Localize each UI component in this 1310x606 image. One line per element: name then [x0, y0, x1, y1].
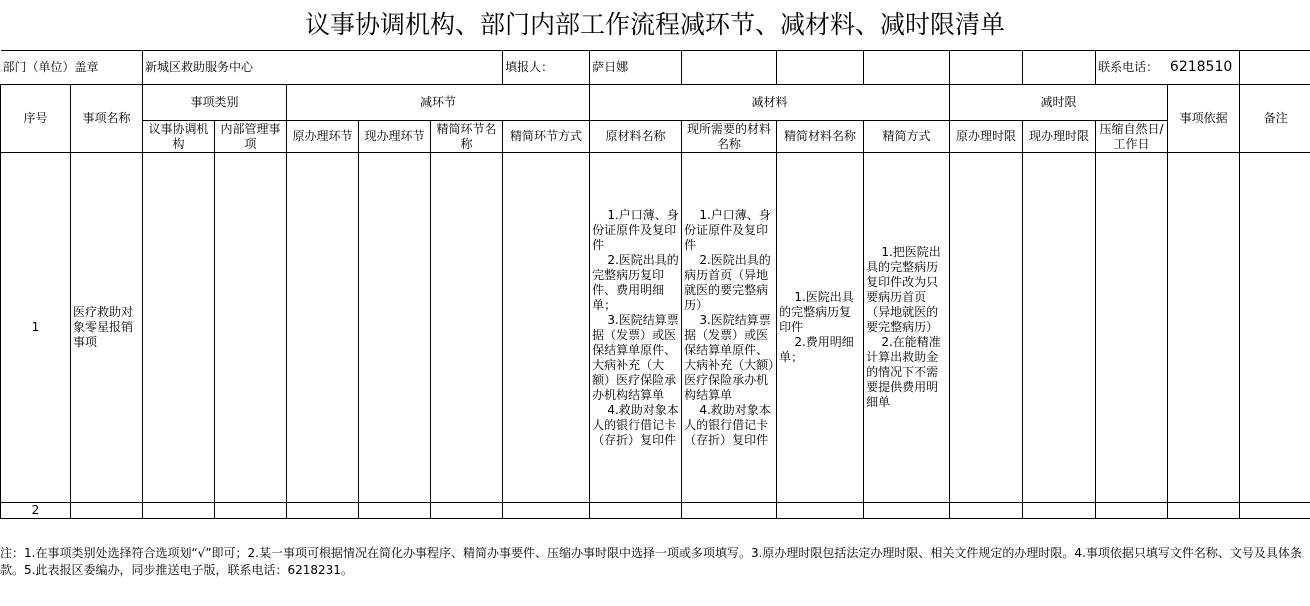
footnote: 注：1.在事项类别处选择符合选项划“√”即可；2.某一事项可根据情况在简化办事程序、精简办事要件、压缩办事时限中选择一项或多项填写。3.原办理时限包括法定办理时限、相关文件规定的办理时限。4.事项依据只填写文件名称、文号及具体条款。5.此表报区委编办，同步推送电子版，联系电话：6218231。 [0, 546, 1302, 577]
cell-remark[interactable] [1240, 503, 1310, 519]
cell-orig-time[interactable] [950, 503, 1023, 519]
info-empty-6 [1240, 51, 1310, 85]
info-row [1, 51, 1310, 85]
cell-remark[interactable] [1240, 153, 1310, 503]
cell-steps-method[interactable] [503, 153, 590, 503]
cell-orig-steps[interactable] [287, 153, 359, 503]
cell-steps-name[interactable] [431, 503, 503, 519]
cell-cat-coord[interactable] [143, 153, 215, 503]
cell-material-method[interactable]: 1.把医院出具的完整病历复印件改为只要病历首页（异地就医的要完整病历） 2.在能精准计算出救助金的情况下不需要提供费用明细单 [864, 153, 950, 503]
cell-orig-materials[interactable]: 1.户口薄、身份证原件及复印件 2.医院出具的完整病历复印件、费用明细单； 3.医院结算票据（发票）或医保结算单原件、大病补充（大额）医疗保险承办机构结算单 4.救助对象本人的银行借记卡（存折）复印件 [590, 153, 682, 503]
row-seq: 2 [1, 503, 71, 519]
header-steps-name: 精简环节名称 [431, 121, 503, 153]
header-row-2 [1, 121, 1310, 153]
info-empty-3 [864, 51, 950, 85]
info-empty-1 [682, 51, 777, 85]
phone-value[interactable]: 6218510 [1169, 59, 1233, 75]
cell-cur-time[interactable] [1023, 153, 1096, 503]
table-row [1, 503, 1310, 519]
row-item-name[interactable] [71, 503, 143, 519]
sheet-title: 议事协调机构、部门内部工作流程减环节、减材料、减时限清单 [304, 10, 1005, 39]
phone-cell [1096, 51, 1240, 85]
cell-steps-method[interactable] [503, 503, 590, 519]
cell-cur-materials[interactable]: 1.户口薄、身份证原件及复印件 2.医院出具的病历首页（异地就医的要完整病历） 3.医院结算票据（发票）或医保结算单原件、大病补充（大额）医疗保险承办机构结算单 4.救助对象本人的银行借记卡（存折）复印件 [682, 153, 777, 503]
header-item-name: 事项名称 [71, 85, 143, 153]
cell-compress[interactable] [1096, 503, 1168, 519]
header-orig-mat: 原材料名称 [590, 121, 682, 153]
cell-orig-time[interactable] [950, 153, 1023, 503]
header-orig-steps: 原办理环节 [287, 121, 359, 153]
header-cur-steps: 现办理环节 [359, 121, 431, 153]
cell-cur-materials[interactable] [682, 503, 777, 519]
header-cat-internal: 内部管理事项 [215, 121, 287, 153]
cell-cat-coord[interactable] [143, 503, 215, 519]
cell-compress[interactable] [1096, 153, 1168, 503]
cell-cur-steps[interactable] [359, 153, 431, 503]
header-category: 事项类别 [143, 85, 287, 121]
cell-orig-materials[interactable] [590, 503, 682, 519]
cell-material-name[interactable] [777, 503, 864, 519]
header-cur-mat: 现所需要的材料名称 [682, 121, 777, 153]
dept-value[interactable]: 新城区救助服务中心 [143, 51, 503, 85]
header-basis: 事项依据 [1168, 85, 1240, 153]
header-remark: 备注 [1240, 85, 1310, 153]
header-reduce-steps: 减环节 [287, 85, 590, 121]
header-reduce-time: 减时限 [950, 85, 1168, 121]
filler-value[interactable]: 萨日娜 [590, 51, 682, 85]
info-empty-5 [1023, 51, 1096, 85]
cell-cat-internal[interactable] [215, 503, 287, 519]
phone-label: 联系电话： [1098, 60, 1159, 74]
header-orig-time: 原办理时限 [950, 121, 1023, 153]
header-mat-method: 精简方式 [864, 121, 950, 153]
cell-basis[interactable] [1168, 503, 1240, 519]
info-empty-2 [777, 51, 864, 85]
header-steps-method: 精简环节方式 [503, 121, 590, 153]
row-item-name[interactable]: 医疗救助对象零星报销事项 [71, 153, 143, 503]
header-cat-coord: 议事协调机构 [143, 121, 215, 153]
table-row [1, 153, 1310, 503]
header-row-1 [1, 85, 1310, 121]
row-seq: 1 [1, 153, 71, 503]
cell-orig-steps[interactable] [287, 503, 359, 519]
cell-basis[interactable] [1168, 153, 1240, 503]
cell-material-method[interactable] [864, 503, 950, 519]
header-cur-time: 现办理时限 [1023, 121, 1096, 153]
header-reduce-materials: 减材料 [590, 85, 950, 121]
cell-material-name[interactable]: 1.医院出具的完整病历复印件 2.费用明细单； [777, 153, 864, 503]
dept-label: 部门（单位）盖章 [1, 51, 143, 85]
cell-cur-steps[interactable] [359, 503, 431, 519]
header-compress: 压缩自然日/工作日 [1096, 121, 1168, 153]
cell-cat-internal[interactable] [215, 153, 287, 503]
header-mat-name: 精简材料名称 [777, 121, 864, 153]
cell-cur-time[interactable] [1023, 503, 1096, 519]
list-table [0, 50, 1310, 519]
cell-steps-name[interactable] [431, 153, 503, 503]
header-seq: 序号 [1, 85, 71, 153]
info-empty-4 [950, 51, 1023, 85]
filler-label: 填报人： [503, 51, 590, 85]
